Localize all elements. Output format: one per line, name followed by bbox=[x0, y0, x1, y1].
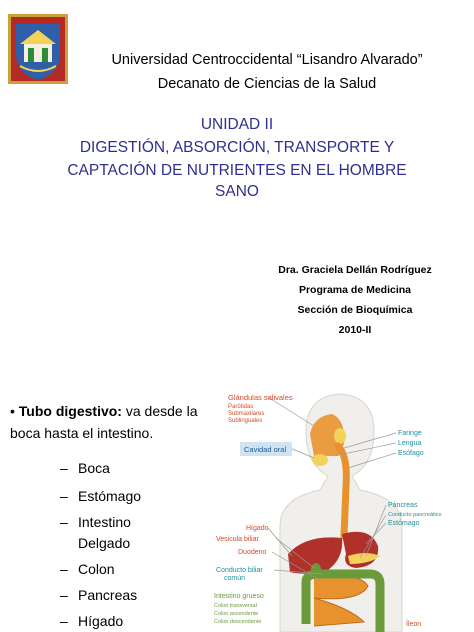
bullet-term: Tubo digestivo: bbox=[18, 403, 122, 419]
label-ascending-colon: Colon ascendente bbox=[214, 611, 259, 617]
bullet-dot: • bbox=[10, 403, 15, 419]
label-parotid: Parótidas bbox=[228, 404, 254, 410]
label-salivary-glands: Glándulas salivales bbox=[228, 393, 293, 402]
label-pharynx: Faringe bbox=[398, 430, 422, 437]
list-item: – Boca bbox=[60, 460, 110, 476]
unit-title-line-3: SANO bbox=[215, 183, 259, 200]
unit-title-line-2: CAPTACIÓN DE NUTRIENTES EN EL HOMBRE bbox=[67, 162, 407, 179]
author-section: Sección de Bioquímica bbox=[297, 304, 413, 316]
deanery-name: Decanato de Ciencias de la Salud bbox=[157, 76, 377, 92]
university-seal-logo bbox=[8, 14, 68, 84]
label-ileum: Íleon bbox=[406, 621, 422, 628]
label-esophagus: Esófago bbox=[398, 450, 424, 457]
unit-number: UNIDAD II bbox=[200, 116, 274, 133]
list-item: – Intestino bbox=[60, 514, 131, 530]
digestive-system-diagram bbox=[210, 386, 474, 632]
label-bile-duct-common: común bbox=[224, 575, 246, 582]
label-gallbladder: Vesicula biliar bbox=[216, 536, 259, 543]
label-duodenum: Duodeno bbox=[238, 549, 267, 556]
label-tongue: Lengua bbox=[398, 440, 422, 447]
list-item-continuation: Delgado bbox=[78, 535, 131, 551]
label-descending-colon: Colon descendente bbox=[214, 619, 262, 625]
bullet-text: va desde la boca hasta el intestino. bbox=[10, 403, 198, 441]
label-large-intestine: Intestino grueso bbox=[214, 593, 264, 600]
label-sublingual: Sublinguales bbox=[228, 418, 263, 424]
list-item: – Colon bbox=[60, 561, 115, 577]
bullet-digestive-tract bbox=[10, 400, 200, 444]
unit-title-line-1: DIGESTIÓN, ABSORCIÓN, TRANSPORTE Y bbox=[79, 139, 395, 156]
list-item: – Hígado bbox=[60, 613, 124, 629]
author-program: Programa de Medicina bbox=[298, 284, 412, 296]
label-submaxillary: Submaxilares bbox=[228, 411, 265, 417]
list-item: – Pancreas bbox=[60, 587, 138, 603]
university-name: Universidad Centroccidental “Lisandro Alvarado” bbox=[111, 52, 423, 68]
list-item: – Estómago bbox=[60, 488, 142, 504]
label-stomach: Estómago bbox=[388, 520, 420, 527]
label-transverse-colon: Colon transversal bbox=[214, 603, 257, 609]
label-oral-cavity: Cavidad oral bbox=[244, 445, 287, 454]
label-pancreas: Páncreas bbox=[388, 502, 418, 509]
author-period: 2010-II bbox=[338, 324, 372, 336]
author-name: Dra. Graciela Dellán Rodríguez bbox=[278, 264, 432, 276]
label-bile-duct: Conducto biliar bbox=[216, 567, 263, 574]
label-liver: Hígado bbox=[246, 525, 269, 532]
label-pancreatic-duct: Conducto pancreático bbox=[388, 512, 442, 518]
